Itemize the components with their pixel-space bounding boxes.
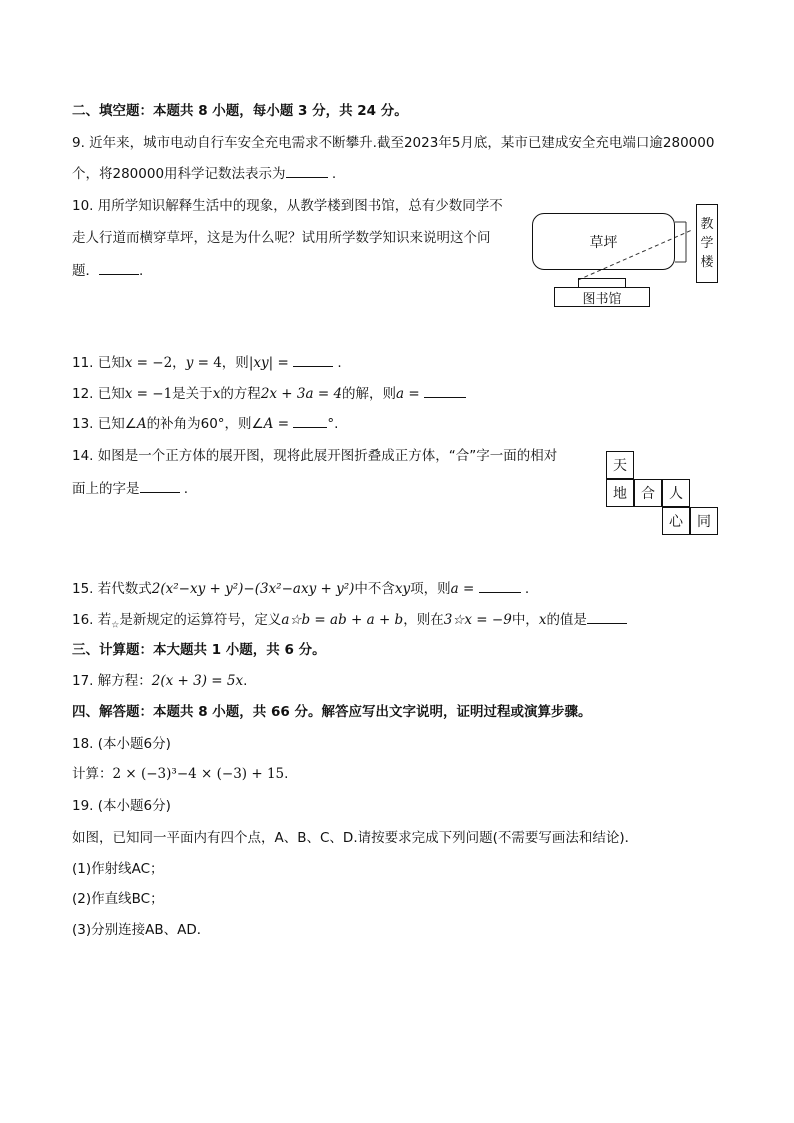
q17-prefix: 17. 解方程： (72, 673, 152, 689)
q9-line2 (72, 163, 336, 184)
q16 (72, 609, 627, 630)
star-operator: ☆ (111, 620, 120, 631)
q12-eq: = (404, 386, 424, 402)
answer-blank (140, 478, 180, 493)
cube-net (606, 451, 720, 537)
q15-tail: 项，则 (410, 581, 451, 597)
answer-blank (286, 163, 328, 178)
q18-head: 18. (本小题6分) (72, 736, 171, 752)
q11-eq3: = (273, 355, 294, 371)
answer-blank (479, 578, 521, 593)
q14-text: 面上的字是 (72, 481, 140, 497)
q12-tail: 的解，则 (342, 386, 397, 402)
q19-part1: (1)作射线AC； (72, 861, 164, 877)
q17-end: . (243, 673, 248, 689)
q13-mid: 的补角为60°，则∠ (146, 416, 264, 432)
q10-end: . (139, 263, 144, 279)
q13 (72, 413, 338, 434)
q15-end: . (524, 581, 530, 597)
q19-line1: 如图，已知同一平面内有四个点，A、B、C、D.请按要求完成下列问题(不需要写画法和结论)． (72, 830, 639, 846)
q14-end: . (183, 481, 189, 497)
cube-face: 心 (662, 507, 690, 535)
q16-tail: 中， (511, 612, 539, 628)
q11-end: . (337, 355, 342, 371)
cube-face: 合 (634, 479, 662, 507)
campus-diagram (530, 200, 720, 310)
q12 (72, 383, 466, 404)
cube-face: 天 (606, 451, 634, 479)
cube-face: 人 (662, 479, 690, 507)
q18 (72, 764, 288, 784)
q11-prefix: 11. 已知 (72, 355, 125, 371)
q11 (72, 352, 342, 373)
term-xy: xy (394, 581, 411, 597)
q17-equation: 2(x + 3) = 5x (151, 673, 244, 689)
q13-eq: = (273, 416, 294, 432)
q13-prefix: 13. 已知∠ (72, 416, 137, 432)
section-3-title: 三、计算题：本大题共 1 小题，共 6 分。 (72, 642, 326, 658)
q10-text: 题． (72, 263, 99, 279)
q16-prefix: 16. 若 (72, 612, 112, 628)
q19-part3: (3)分别连接AB、AD． (72, 922, 211, 938)
abs-xy: |xy| (248, 355, 274, 371)
q15-prefix: 15. 若代数式 (72, 581, 152, 597)
q18-expression: 2 × (−3)³−4 × (−3) + 15 (112, 766, 285, 782)
var-a: a (396, 386, 405, 402)
var-A: A (136, 416, 147, 432)
library-roof (578, 278, 626, 287)
q11-eq2: = 4，则 (193, 355, 249, 371)
q16-end: 的值是 (546, 612, 587, 628)
q12-prefix: 12. 已知 (72, 386, 125, 402)
cube-face: 地 (606, 479, 634, 507)
answer-blank (424, 383, 466, 398)
q19-part2: (2)作直线BC； (72, 891, 164, 907)
q12-eq1: = −1是关于 (132, 386, 213, 402)
q15-eq: = (458, 581, 479, 597)
q15-mid: 中不含 (354, 581, 395, 597)
var-x: x (124, 386, 133, 402)
q10-line1: 10. 用所学知识解释生活中的现象，从教学楼到图书馆，总有少数同学不 (72, 198, 503, 214)
q9-line1: 9. 近年来，城市电动自行车安全充电需求不断攀升.截至2023年5月底，某市已建成安全充电端口逾280000 (72, 135, 715, 151)
library-label: 图书馆 (554, 287, 650, 307)
q15 (72, 578, 529, 599)
answer-blank (293, 413, 327, 428)
q18-prefix: 计算： (72, 766, 113, 782)
lawn-label: 草坪 (532, 213, 675, 270)
q16-equation: 3☆x = −9 (443, 612, 512, 628)
answer-blank (293, 352, 333, 367)
var-x: x (212, 386, 221, 402)
q11-eq1: = −2， (132, 355, 186, 371)
q10-line2: 走人行道而横穿草坪，这是为什么呢？试用所学数学知识来说明这个问 (72, 230, 491, 246)
teaching-building (696, 204, 718, 283)
answer-blank (99, 260, 139, 275)
q14-line1: 14. 如图是一个正方体的展开图，现将此展开图折叠成正方体，“合”字一面的相对 (72, 448, 558, 464)
var-y: y (185, 355, 194, 371)
building-char: 楼 (700, 255, 714, 270)
var-a: a (450, 581, 459, 597)
q14-line2 (72, 478, 188, 499)
q16-mid2: ，则在 (403, 612, 444, 628)
building-char: 学 (700, 236, 714, 251)
q13-deg: °. (327, 416, 339, 432)
q19-head: 19. (本小题6分) (72, 798, 171, 814)
q9-text: 个，将280000用科学记数法表示为 (72, 166, 286, 182)
q16-mid1: 是新规定的运算符号，定义 (119, 612, 282, 628)
section-2-title: 二、填空题：本题共 8 小题，每小题 3 分，共 24 分。 (72, 103, 408, 119)
cube-face: 同 (690, 507, 718, 535)
var-x: x (124, 355, 133, 371)
answer-blank (587, 609, 627, 624)
q15-expression: 2(x²−xy + y²)−(3x²−axy + y²) (151, 581, 355, 597)
var-x: x (538, 612, 547, 628)
building-char: 教 (700, 217, 714, 232)
q12-mid: 的方程 (220, 386, 261, 402)
var-A: A (263, 416, 274, 432)
q17 (72, 671, 247, 691)
section-4-title: 四、解答题：本题共 8 小题，共 66 分。解答应写出文字说明，证明过程或演算步骤。 (72, 704, 592, 720)
q10-line3 (72, 260, 143, 281)
q12-equation: 2x + 3a = 4 (260, 386, 343, 402)
q18-end: . (284, 766, 289, 782)
q16-definition: a☆b = ab + a + b (281, 612, 404, 628)
q9-end: . (331, 166, 337, 182)
